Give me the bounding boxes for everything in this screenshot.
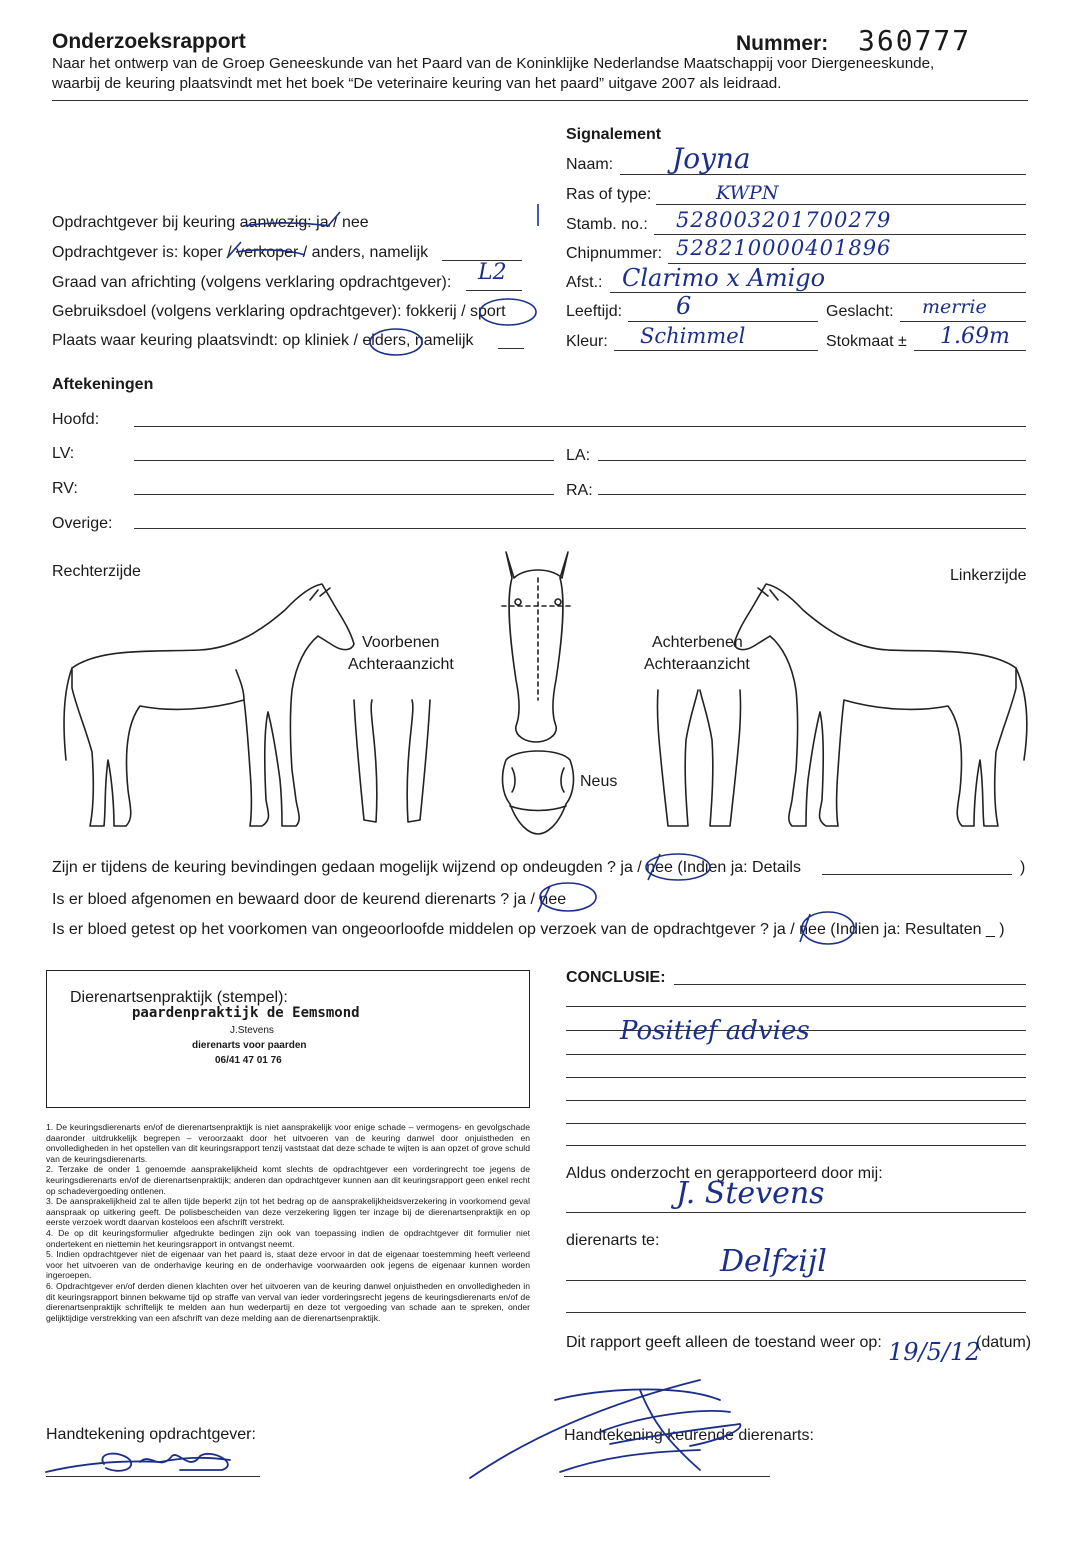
la-label: LA: (566, 447, 591, 464)
dierenarts-te-label: dierenarts te: (566, 1232, 660, 1249)
graad-field[interactable]: L2 (478, 260, 507, 285)
geslacht-label: Geslacht: (826, 303, 894, 320)
datum-label: (datum) (976, 1334, 1032, 1351)
geslacht-field[interactable]: merrie (922, 296, 987, 318)
disclaimer-text: 1. De keuringsdierenarts en/of de dierenartsenpraktijk is niet aansprakelijk voor enige schade – vermogens- en gevolgschade daaronder uitdrukkelijk begrepen – veroorzaakt door het uitvoeren van de keuring danwel door onjuistheden en onvolledigheden in het opstellen van dit keuringsrapport tenzij vaststaat dat deze schade te wijten is aan opzet of grove schuld van de keuringsdierenarts. 2. Terzake de onder 1 genoemde aansprakelijkheid komt slechts de opdrachtgever een vorderingrecht toe jegens de keuringsdierenarts en/of de dierenartsenpraktijk; anderen dan opdrachtgever kunnen aan dit keuringsrapport geen enkel recht op schadevergoeding ontlenen. 3. De aansprakelijkheid zal te allen tijde beperkt zijn tot het bedrag op de aansprakelijkheidsverzekering in voorkomend geval aanspraak op uitkering geeft. De polisbescheiden van deze verzekering liggen ter inzage bij de dierenartsenpraktijk en op eerste verzoek wordt daarvan kosteloos een afschrift verstrekt. 4. De op dit keuringsformulier afgedrukte bedingen zijn ook van toepassing indien de opdrachtgever dit formulier niet ondertekent en niettemin het keuringsrapport in ontvangst neemt. 5. Indien opdrachtgever niet de eigenaar van het paard is, staat deze ervoor in dat de eigenaar toestemming heeft verleend voor het uitvoeren van de onderhavige keuring en de onderhavige voorwaarden ook jegens de eigenaar kunnen worden ingeroepen. 6. Opdrachtgever en/of derden dienen klachten over het uitvoeren van de keuring danwel onjuistheden en onvolledigheden in dit keuringsrapport binnen bekwame tijd op straffe van verval van ieder vorderingsrecht jegens de keuringsdierenarts en/of de dierenartsenpraktijk schriftelijk te melden aan hun wederpartij en deze tot vergoeding van schade aan te spreken, onder gelijktijdige verstrekking van een afschrift van deze melding aan de dierenartsenpraktijk. (46, 1122, 530, 1323)
stamp-label: Dierenartsenpraktijk (stempel): (70, 989, 288, 1006)
ras-field[interactable]: KWPN (716, 182, 779, 204)
intro-line-1: Naar het ontwerp van de Groep Geneeskunde van het Paard van de Koninklijke Nederlandse Maatschappij voor Diergeneeskunde, (52, 55, 935, 72)
question-ondeugden: Zijn er tijdens de keuring bevindingen gedaan mogelijk wijzend op ondeugden ? ja / nee (Indien ja: Details (52, 859, 801, 876)
horse-head-front-outline (502, 552, 574, 742)
opdrachtgever-aanwezig: Opdrachtgever bij keuring aanwezig: ja / nee (52, 214, 369, 231)
conclusie-label: CONCLUSIE: (566, 969, 666, 986)
leeftijd-label: Leeftijd: (566, 303, 623, 320)
stamp-subtitle: dierenarts voor paarden (192, 1040, 307, 1051)
stokmaat-label: Stokmaat ± (826, 333, 907, 350)
dierenarts-signature (470, 1380, 740, 1478)
hoofd-label: Hoofd: (52, 411, 100, 428)
opdrachtgever-is: Opdrachtgever is: koper / verkoper / anders, namelijk (52, 244, 429, 261)
plaats-keuring: Plaats waar keuring plaatsvindt: op kliniek / elders, namelijk (52, 332, 474, 349)
afst-field[interactable]: Clarimo x Amigo (622, 264, 826, 292)
naam-field[interactable]: Joyna (672, 142, 751, 175)
aftekeningen-heading: Aftekeningen (52, 376, 154, 393)
front-legs-outline (354, 700, 430, 822)
kleur-field[interactable]: Schimmel (640, 324, 746, 348)
afst-label: Afst.: (566, 274, 603, 291)
date-field[interactable]: 19/5/12 (888, 1338, 981, 1366)
voorbenen-label: Voorbenen (362, 634, 440, 651)
handwritten-signatures (0, 1360, 1080, 1500)
vet-name-field[interactable]: J. Stevens (676, 1176, 825, 1211)
horse-left-side-outline (734, 584, 1027, 826)
horse-right-side-outline (64, 584, 354, 826)
overige-label: Overige: (52, 515, 113, 532)
achteraanzicht-rear-label: Achteraanzicht (644, 656, 750, 673)
toestand-label: Dit rapport geeft alleen de toestand weer op: (566, 1334, 882, 1351)
stamb-label: Stamb. no.: (566, 216, 648, 233)
rechterzijde-label: Rechterzijde (52, 563, 141, 580)
question-ondeugden-close: ) (1020, 859, 1026, 876)
ink-marks-questions (0, 840, 1080, 950)
stamp-vet-name: J.Stevens (230, 1025, 274, 1036)
rv-label: RV: (52, 480, 78, 497)
place-field[interactable]: Delfzijl (720, 1244, 827, 1279)
opdrachtgever-signature (46, 1454, 230, 1472)
question-bloed-afgenomen: Is er bloed afgenomen en bewaard door de keurend dierenarts ? ja / nee (52, 891, 567, 908)
handtekening-dierenarts-label: Handtekening keurende dierenarts: (564, 1427, 814, 1444)
report-title: Onderzoeksrapport (52, 30, 246, 53)
aldus-label: Aldus onderzocht en gerapporteerd door mij: (566, 1165, 883, 1182)
linkerzijde-label: Linkerzijde (950, 567, 1027, 584)
signalement-heading: Signalement (566, 126, 662, 143)
handtekening-opdrachtgever-label: Handtekening opdrachtgever: (46, 1426, 256, 1443)
stamp-practice-name: paardenpraktijk de Eemsmond (132, 1005, 360, 1021)
naam-label: Naam: (566, 156, 614, 173)
graad-africhting: Graad van africhting (volgens verklaring opdrachtgever): (52, 274, 452, 291)
conclusie-field[interactable]: Positief advies (620, 1016, 810, 1046)
number-label: Nummer: (736, 32, 829, 55)
neus-label: Neus (580, 773, 618, 790)
ra-label: RA: (566, 482, 593, 499)
question-bloed-getest: Is er bloed getest op het voorkomen van ongeoorloofde middelen op verzoek van de opdrachtgever ? ja / nee (Indien ja: Resultaten _ ) (52, 921, 1005, 938)
achteraanzicht-front-label: Achteraanzicht (348, 656, 454, 673)
kleur-label: Kleur: (566, 333, 608, 350)
gebruiksdoel: Gebruiksdoel (volgens verklaring opdrachtgever): fokkerij / sport (52, 303, 506, 320)
hind-legs-outline (657, 690, 740, 826)
stokmaat-field[interactable]: 1.69m (940, 324, 1010, 349)
stamp-phone: 06/41 47 01 76 (215, 1055, 282, 1066)
chip-field[interactable]: 528210000401896 (676, 236, 892, 260)
horse-nose-outline (503, 751, 574, 834)
leeftijd-field[interactable]: 6 (676, 292, 692, 320)
lv-label: LV: (52, 445, 75, 462)
chip-label: Chipnummer: (566, 245, 663, 262)
achterbenen-label: Achterbenen (652, 634, 743, 651)
ras-label: Ras of type: (566, 186, 652, 203)
intro-line-2: waarbij de keuring plaatsvindt met het boek “De veterinaire keuring van het paard” uitgave 2007 als leidraad. (52, 75, 782, 92)
stamb-field[interactable]: 528003201700279 (676, 208, 892, 232)
report-number: 360777 (858, 24, 972, 57)
